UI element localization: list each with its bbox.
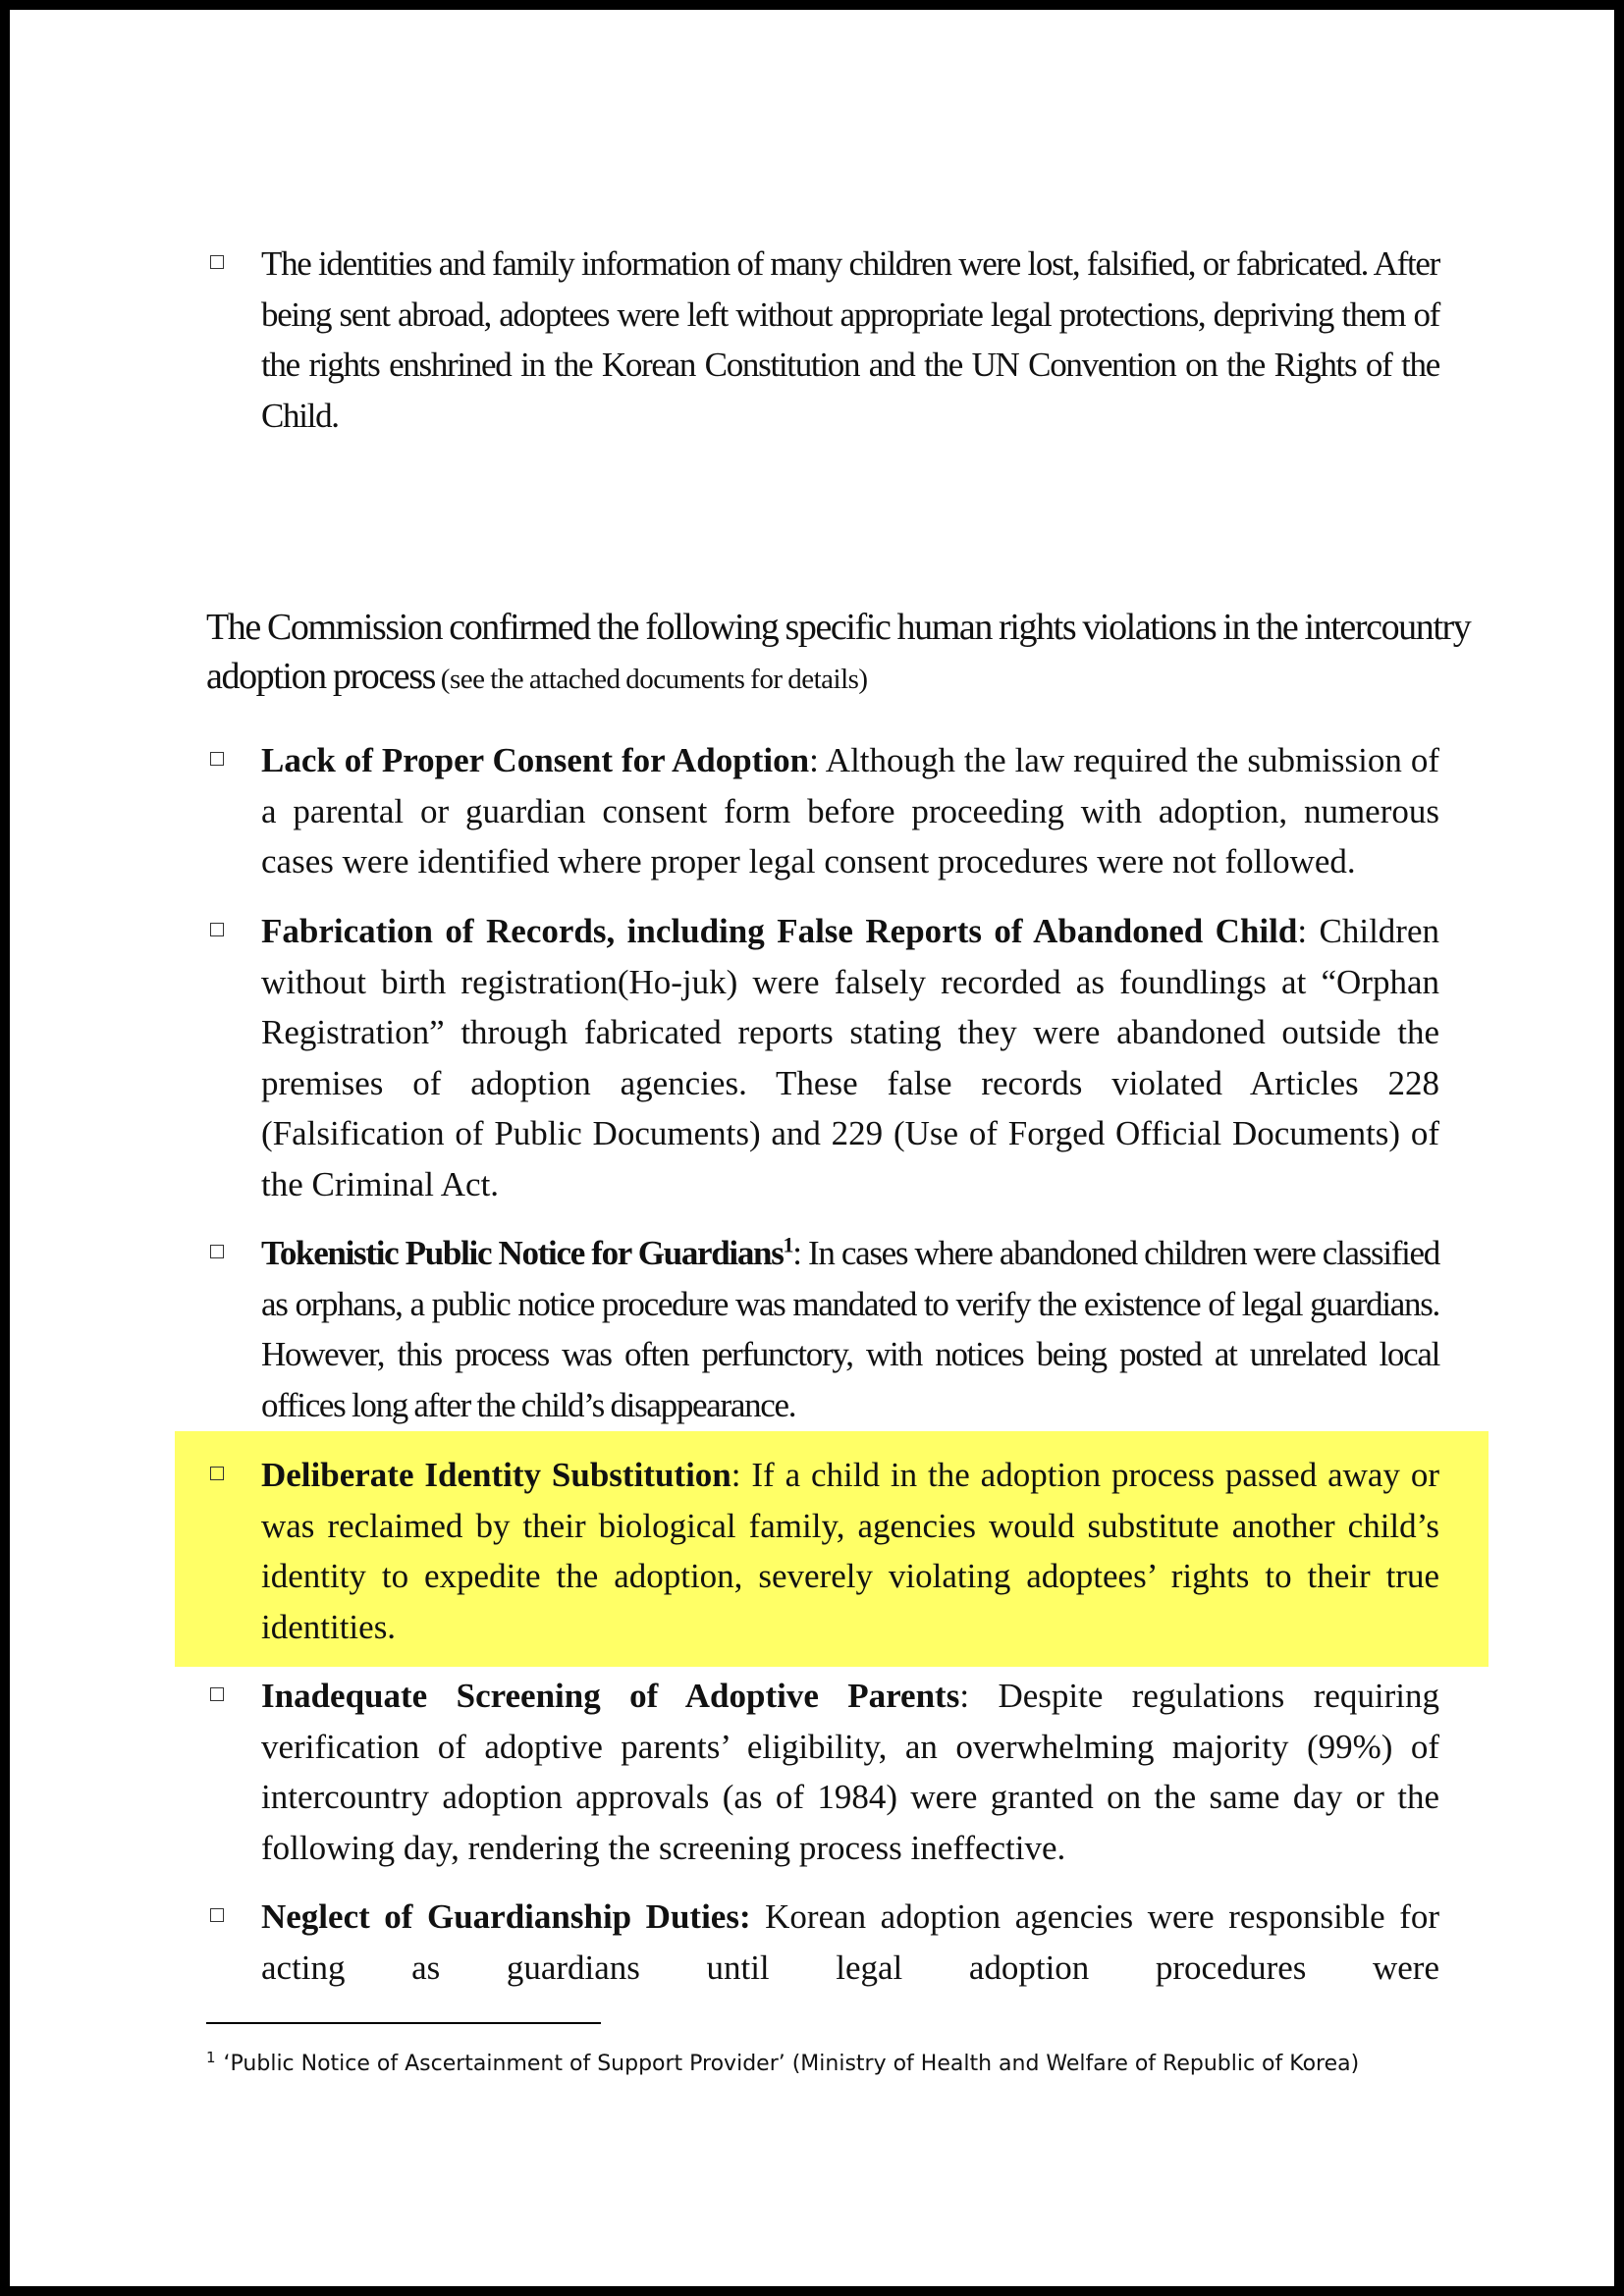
violation-title: Inadequate Screening of Adoptive Parents — [261, 1677, 960, 1715]
intro-bullet-item — [196, 239, 1502, 441]
footnote-reference: 1 — [783, 1232, 793, 1257]
violation-item-guardianship — [196, 1892, 1502, 1993]
violation-item-screening — [196, 1671, 1502, 1873]
checkbox-bullet-icon — [210, 1467, 224, 1480]
checkbox-bullet-icon — [210, 752, 224, 766]
footnote — [206, 2049, 1502, 2080]
violation-body: Korean adoption agencies were responsible for acting as guardians until legal adoption procedures were — [261, 1897, 1439, 1987]
section-heading — [206, 603, 1483, 704]
violation-body: : Children without birth registration(Ho-juk) were falsely recorded as foundlings at “Orphan Registration” through fabricated reports stating they were abandoned outside the premises of adoption agencies. These false records violated Articles 228 (Falsification of Public Documents) and 229 (Use of Forged Official Documents) of the Criminal Act. — [261, 912, 1439, 1203]
checkbox-bullet-icon — [210, 255, 224, 269]
checkbox-bullet-icon — [210, 1908, 224, 1922]
violation-body: : If a child in the adoption process passed away or was reclaimed by their biological family, agencies would substitute another child’s identity to expedite the adoption, severely violating adoptees’ rights to their true identities. — [261, 1456, 1440, 1646]
violation-title: Neglect of Guardianship Duties: — [261, 1897, 751, 1936]
violation-body: : Although the law required the submission of a parental or guardian consent form before proceeding with adoption, numerous cases were identified where proper legal consent procedures were not followed. — [261, 741, 1439, 881]
section-heading-note: (see the attached documents for details) — [435, 664, 868, 695]
violation-title: Fabrication of Records, including False Reports of Abandoned Child — [261, 912, 1298, 950]
violation-title: Lack of Proper Consent for Adoption — [261, 741, 810, 779]
violation-title: Tokenistic Public Notice for Guardians — [261, 1234, 784, 1272]
checkbox-bullet-icon — [210, 923, 224, 936]
violation-body: : In cases where abandoned children were classified as orphans, a public notice procedure was mandated to verify the existence of legal guardians. However, this process was often perfunctory, with notices being posted at unrelated local offices long after the child’s disappearance. — [261, 1234, 1439, 1424]
footnote-separator — [206, 2022, 601, 2024]
violation-item-public-notice — [196, 1228, 1502, 1430]
checkbox-bullet-icon — [210, 1687, 224, 1701]
footnote-mark: 1 — [206, 2048, 216, 2066]
violation-title: Deliberate Identity Substitution — [261, 1456, 731, 1494]
section-heading-main: The Commission confirmed the following specific human rights violations in the intercountry adoption process — [206, 607, 1471, 697]
violation-body: : Despite regulations requiring verification of adoptive parents’ eligibility, an overwhelming majority (99%) of intercountry adoption approvals (as of 1984) were granted on the same day or the following day, rendering the screening process ineffective. — [261, 1677, 1439, 1867]
intro-paragraph: The identities and family information of many children were lost, falsified, or fabricated. After being sent abroad, adoptees were left without appropriate legal protections, depriving them of the rights enshrined in the Korean Constitution and the UN Convention on the Rights of the Child. — [261, 244, 1439, 435]
checkbox-bullet-icon — [210, 1245, 224, 1258]
violation-item-fabrication — [196, 906, 1502, 1209]
footnote-text: ‘Public Notice of Ascertainment of Support Provider’ (Ministry of Health and Welfare of Republic of Korea) — [223, 2052, 1360, 2076]
violation-item-consent — [196, 735, 1502, 887]
violation-item-identity-substitution — [196, 1450, 1502, 1652]
